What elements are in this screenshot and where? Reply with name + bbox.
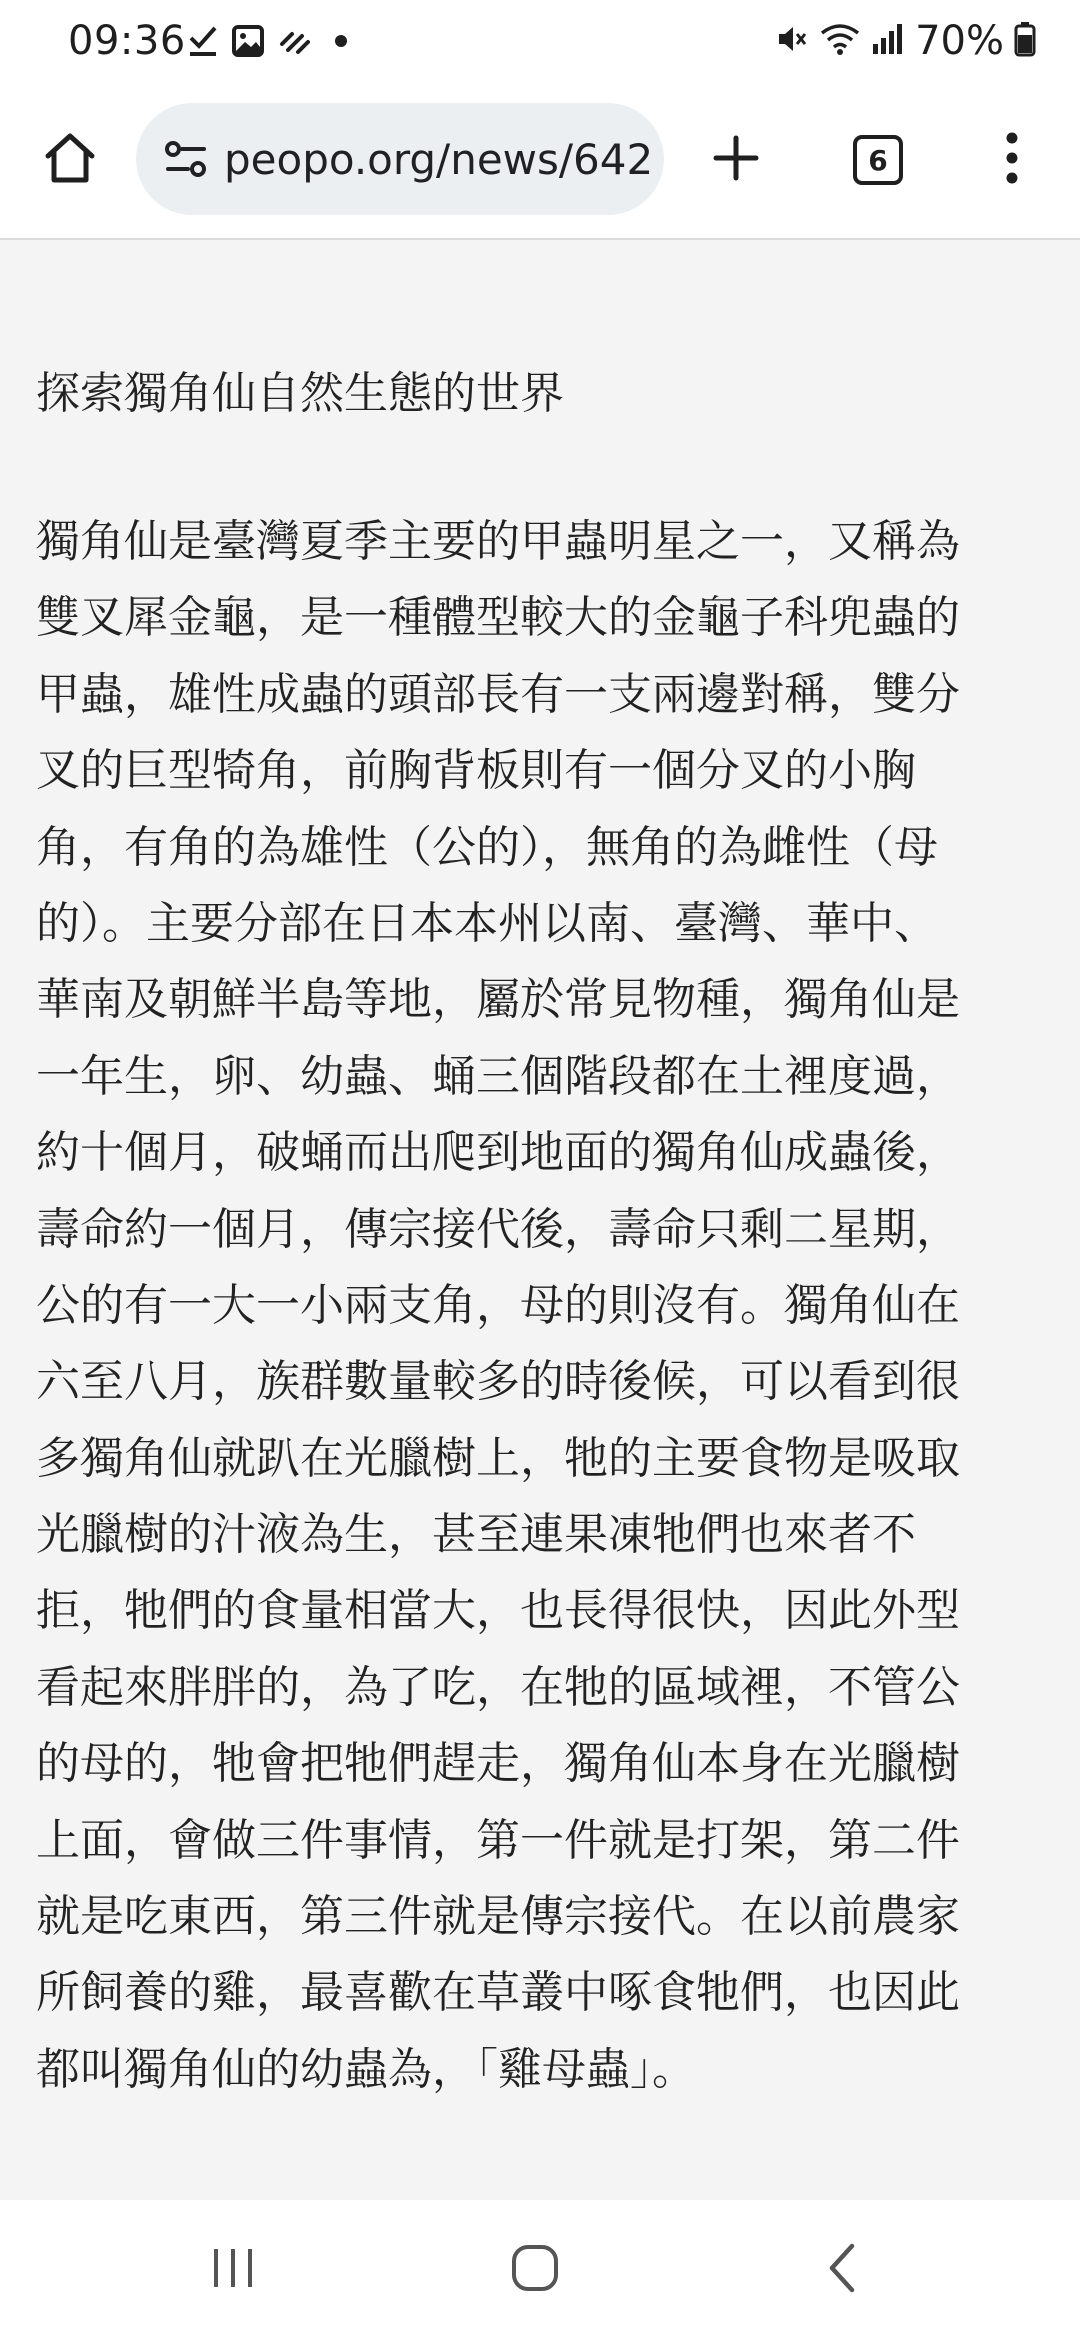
url-text: peopo.org/news/642 [224,134,654,184]
body-line: 華南及朝鮮半島等地，屬於常見物種，獨角仙是 [36,974,960,1026]
wave-icon [278,26,312,56]
page-content[interactable] [0,242,1080,2200]
status-bar [0,0,1080,90]
article-body [36,504,1048,2108]
body-line: 約十個月，破蛹而出爬到地面的獨角仙成蟲後， [36,1127,960,1179]
more-options-button[interactable] [972,120,1052,200]
signal-icon [871,22,905,60]
body-line: 上面，會做三件事情，第一件就是打架，第二件 [36,1814,960,1866]
body-line: 的母的，牠會把牠們趕走，獨角仙本身在光臘樹 [36,1738,960,1790]
check-icon [188,24,218,58]
home-icon [42,130,98,190]
body-line: 角，有角的為雄性（公的），無角的為雌性（母 [36,821,938,873]
home-nav-icon [510,2243,560,2297]
body-line: 看起來胖胖的，為了吃，在牠的區域裡，不管公 [36,1661,960,1713]
recent-apps-icon [210,2245,256,2295]
more-vert-icon [1002,130,1022,190]
system-nav-bar [0,2200,1080,2340]
home-button[interactable] [32,122,108,198]
body-line: 多獨角仙就趴在光臘樹上，牠的主要食物是吸取 [36,1432,960,1484]
tabs-icon [853,135,903,185]
tab-switcher-button[interactable] [838,120,918,200]
battery-percent: 70% [915,18,1004,64]
new-tab-button[interactable] [696,120,776,200]
back-icon [824,2242,858,2298]
back-button[interactable] [796,2240,886,2300]
notification-icons [188,24,356,58]
mute-icon [773,21,809,61]
address-bar[interactable] [136,103,664,215]
browser-toolbar [0,90,1080,240]
status-time: 09:36 [68,18,186,64]
recent-apps-button[interactable] [188,2240,278,2300]
article-heading: 探索獨角仙自然生態的世界 [36,368,564,419]
site-info-icon[interactable] [156,129,216,189]
body-line: 六至八月，族群數量較多的時後候，可以看到很 [36,1356,960,1408]
home-nav-button[interactable] [490,2240,580,2300]
body-line: 光臘樹的汁液為生，甚至連果凍牠們也來者不 [36,1509,916,1561]
system-status [773,18,1036,64]
body-line: 獨角仙是臺灣夏季主要的甲蟲明星之一，又稱為 [36,516,960,567]
tab-count: 6 [868,143,888,177]
body-line: 所飼養的雞，最喜歡在草叢中啄食牠們，也因此 [36,1967,960,2019]
battery-icon [1014,21,1036,61]
body-line: 一年生，卵、幼蟲、蛹三個階段都在土裡度過， [36,1050,960,1102]
body-line: 甲蟲，雄性成蟲的頭部長有一支兩邊對稱，雙分 [36,668,960,720]
body-line: 拒，牠們的食量相當大，也長得很快，因此外型 [36,1585,960,1637]
image-icon [232,25,264,57]
wifi-icon [819,21,861,61]
body-line: 就是吃東西，第三件就是傳宗接代。在以前農家 [36,1891,960,1943]
plus-icon [712,134,760,186]
body-line: 雙叉犀金龜，是一種體型較大的金龜子科兜蟲的 [36,592,960,644]
body-line: 都叫獨角仙的幼蟲為，「雞母蟲」。 [36,2043,696,2095]
body-line: 的）。主要分部在日本本州以南、臺灣、華中、 [36,897,938,949]
body-line: 叉的巨型犄角，前胸背板則有一個分叉的小胸 [36,745,916,797]
body-line: 公的有一大一小兩支角，母的則沒有。獨角仙在 [36,1279,960,1331]
body-line: 壽命約一個月，傳宗接代後，壽命只剩二星期， [36,1203,960,1255]
dot-icon [326,26,356,56]
